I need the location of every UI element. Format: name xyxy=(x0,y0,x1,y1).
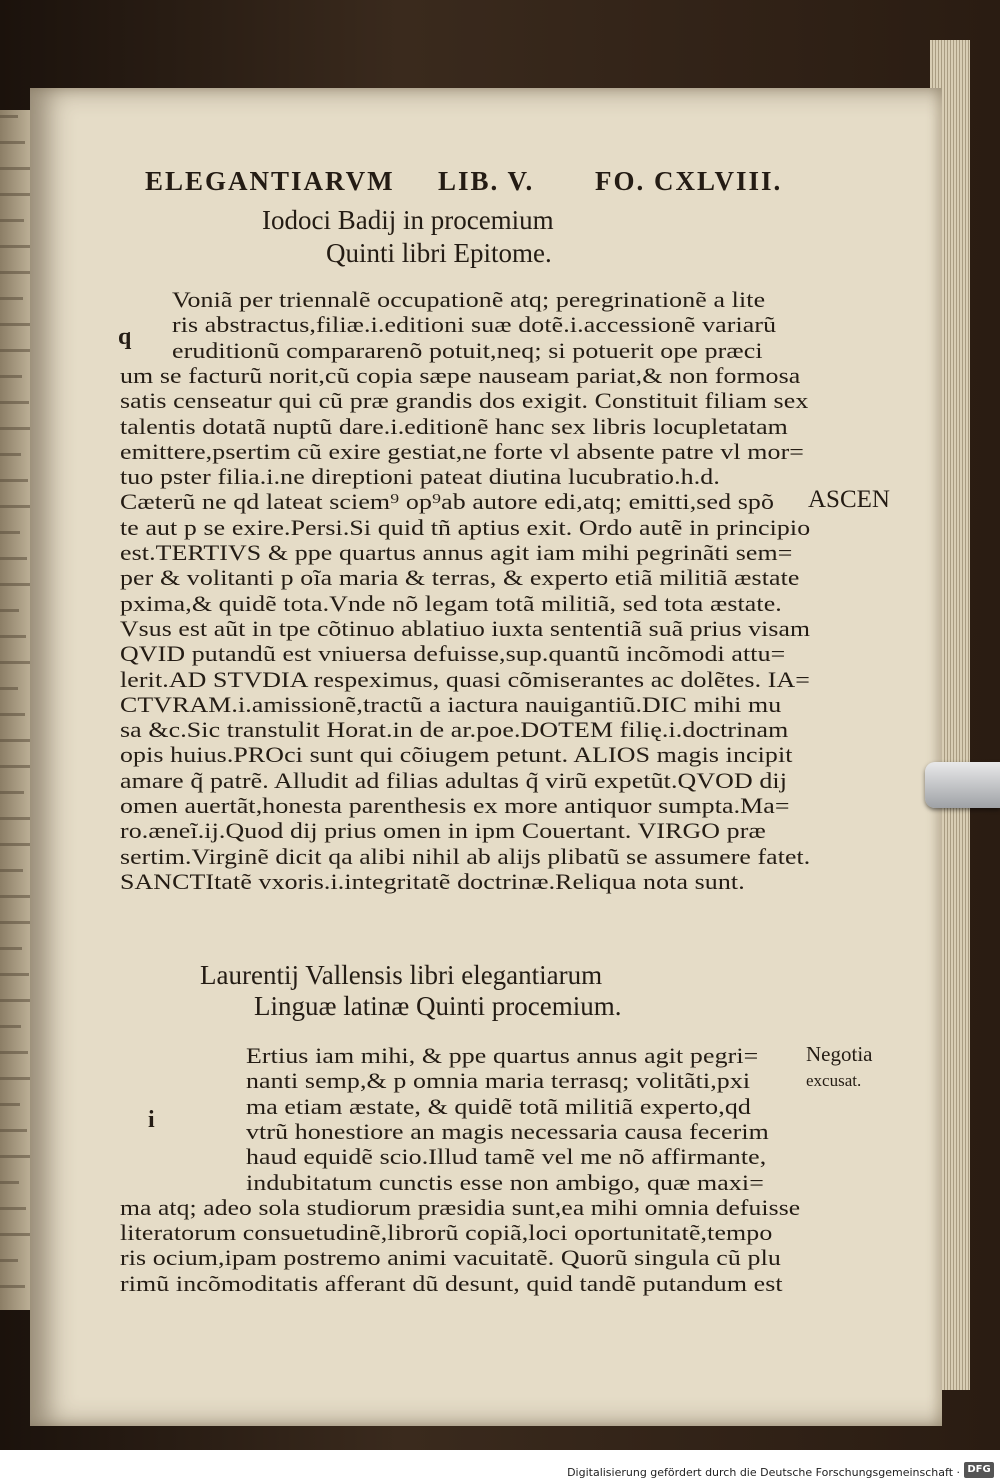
page-clip xyxy=(925,762,1000,808)
facing-page-stroke xyxy=(0,1285,25,1288)
facing-page-stroke xyxy=(0,791,24,794)
facing-page-stroke xyxy=(0,1259,18,1262)
text-line: omen auertãt,honesta parenthesis ex more antiquor sumpta.Ma= xyxy=(120,793,790,818)
text-line: pxima,& quidẽ tota.Vnde nõ legam totã militiã, sed tota æstate. xyxy=(120,590,782,616)
facing-page-stroke xyxy=(0,1233,33,1236)
guide-letter: q xyxy=(118,324,132,350)
facing-page-stroke xyxy=(0,531,20,534)
text-line: te aut p se exire.Persi.Si quid tñ aptius exit. Ordo autẽ in principio xyxy=(120,514,811,540)
facing-page-stroke xyxy=(0,635,26,638)
dfg-logo: DFG xyxy=(964,1462,994,1478)
text-line: SANCTItatẽ vxoris.i.integritatẽ doctrinæ.Reliqua nota sunt. xyxy=(120,868,745,894)
running-head-title: ELEGANTIARVM xyxy=(145,166,395,196)
facing-page-stroke xyxy=(0,817,31,820)
facing-page-stroke xyxy=(0,1103,20,1106)
epitome-title-line-2: Quinti libri Epitome. xyxy=(326,238,552,268)
text-line: ma etiam æstate, & quidẽ totã militiã experto,qd xyxy=(246,1093,751,1119)
facing-page-stroke xyxy=(0,115,18,118)
text-line: Ertius iam mihi, & ppe quartus annus agit pegri= xyxy=(246,1043,759,1068)
facing-page-stroke xyxy=(0,661,33,664)
facing-page-stroke xyxy=(0,1051,28,1054)
text-line: lerit.AD STVDIA respeximus, quasi cõmiserantes ac dolẽtes. IA= xyxy=(120,666,810,692)
facing-page-stroke xyxy=(0,869,23,872)
text-line: CTVRAM.i.amissionẽ,tractũ a iactura nauigantiũ.DIC mihi mu xyxy=(120,691,782,717)
facing-page-stroke xyxy=(0,713,25,716)
facing-page-stroke xyxy=(0,973,29,976)
text-line: QVID putandũ est vniuersa defuisse,sup.quantũ incõmodi attu= xyxy=(120,641,786,667)
epitome-title-line-1: Iodoci Badij in procemium xyxy=(262,205,554,235)
facing-page-stroke xyxy=(0,323,30,326)
facing-page-stroke xyxy=(0,739,32,742)
text-line: emittere,psertim cũ exire gestiat,ne forte vl absente patre vl mor= xyxy=(120,438,805,464)
facing-page-stroke xyxy=(0,1181,19,1184)
text-line: indubitatum cunctis esse non ambigo, quæ maxi= xyxy=(246,1169,764,1195)
text-line: ris abstractus,filiæ.i.editioni suæ dotẽ.i.accessionẽ variarũ xyxy=(172,312,777,338)
text-line: sertim.Virginẽ dicit qa alibi nihil ab alijs plibatũ se assumere fatet. xyxy=(120,843,811,869)
text-line: per & volitanti p oĩa maria & terras, & experto etiã militiã æstate xyxy=(120,565,800,591)
text-line: satis censeatur qui cũ præ grandis dos exigit. Constituit filiam sex xyxy=(120,388,809,414)
text-line: ro.æneĩ.ij.Quod dij prius omen in ipm Couertant. VIRGO præ xyxy=(120,818,766,844)
margin-note-line-2: excusat. xyxy=(806,1071,862,1090)
facing-page-stroke xyxy=(0,583,34,586)
text-line: tuo pster filia.i.ne direptioni pateat diutina lucubratio.h.d. xyxy=(120,464,720,490)
facing-page-stroke xyxy=(0,609,19,612)
facing-page-stroke xyxy=(0,1025,21,1028)
facing-page-stroke xyxy=(0,141,25,144)
procemium-title-line-2: Linguæ latinæ Quinti procemium. xyxy=(254,991,622,1021)
text-line: est.TERTIVS & ppe quartus annus agit iam mihi pegrinãti sem= xyxy=(120,540,793,565)
facing-page-stroke xyxy=(0,1207,26,1210)
text-line: literatorum consuetudinẽ,librorũ copiã,loci oportunitatẽ,tempo xyxy=(120,1220,773,1246)
credit-text: Digitalisierung gefördert durch die Deutsche Forschungsgemeinschaft · xyxy=(567,1466,960,1479)
facing-page-stroke xyxy=(0,167,32,170)
margin-note-line-1: Negotia xyxy=(806,1042,873,1066)
margin-note-ascen: ASCEN xyxy=(808,486,890,513)
text-line: haud equidẽ scio.Illud tamẽ vel me nõ affirmante, xyxy=(246,1144,767,1170)
facing-page-stroke xyxy=(0,453,21,456)
text-line: Voniã per triennalẽ occupationẽ atq; peregrinationẽ a lite xyxy=(172,287,766,312)
facing-page-stroke xyxy=(0,1129,27,1132)
text-line: Vsus est aũt in tpe cõtinuo ablatiuo iuxta sententiã suã prius visam xyxy=(120,615,811,641)
text-line: um se facturũ norit,cũ copia sæpe nauseam pariat,& non formosa xyxy=(120,362,801,388)
text-line: sa &c.Sic transtulit Horat.in de ar.poe.DOTEM filię.i.doctrinam xyxy=(120,717,789,743)
facing-page-stroke xyxy=(0,557,27,560)
facing-page-stroke xyxy=(0,401,29,404)
text-line: nanti semp,& p omnia maria terrasq; volitãti,pxi xyxy=(246,1068,751,1094)
facing-page-stroke xyxy=(0,1155,34,1158)
facing-page-stroke xyxy=(0,947,22,950)
text-line: eruditionũ compararenõ potuit,neq; si potuerit ope præci xyxy=(172,337,763,363)
facing-page-stroke xyxy=(0,375,22,378)
text-line: rimũ incõmoditatis afferant dũ desunt, quid tandẽ putandum est xyxy=(120,1270,783,1296)
text-line: opis huius.PROci sunt qui cõiugem petunt. ALIOS magis incipit xyxy=(120,742,793,768)
facing-page-stroke xyxy=(0,687,18,690)
text-line: ma atq; adeo sola studiorum præsidia sunt,ea mihi omnia defuisse xyxy=(120,1194,801,1220)
facing-page-stroke xyxy=(0,297,23,300)
text-line: Cæterũ ne qd lateat sciem⁹ op⁹ab autore edi,atq; emitti,sed spõ xyxy=(120,489,775,515)
procemium-title-line-1: Laurentij Vallensis libri elegantiarum xyxy=(200,960,603,990)
text-line: talentis dotatã nuptũ dare.i.editionẽ hanc sex libris locupletatam xyxy=(120,413,788,439)
running-head-book: LIB. V. xyxy=(438,166,535,196)
facing-page-stroke xyxy=(0,219,24,222)
facing-page-stroke xyxy=(0,895,30,898)
text-line: ris ocium,ipam postremo animi vacuitatẽ. Quorũ singula cũ plu xyxy=(120,1245,781,1271)
guide-letter: i xyxy=(148,1107,155,1133)
running-head-folio: FO. CXLVIII. xyxy=(595,166,783,196)
text-line: vtrũ honestiore an magis necessaria causa fecerim xyxy=(246,1118,769,1144)
facing-page-stroke xyxy=(0,479,28,482)
facing-page-stroke xyxy=(0,245,31,248)
text-line: amare q̃ patrẽ. Alludit ad filias adultas q̃ virũ expetũt.QVOD dij xyxy=(120,767,788,793)
